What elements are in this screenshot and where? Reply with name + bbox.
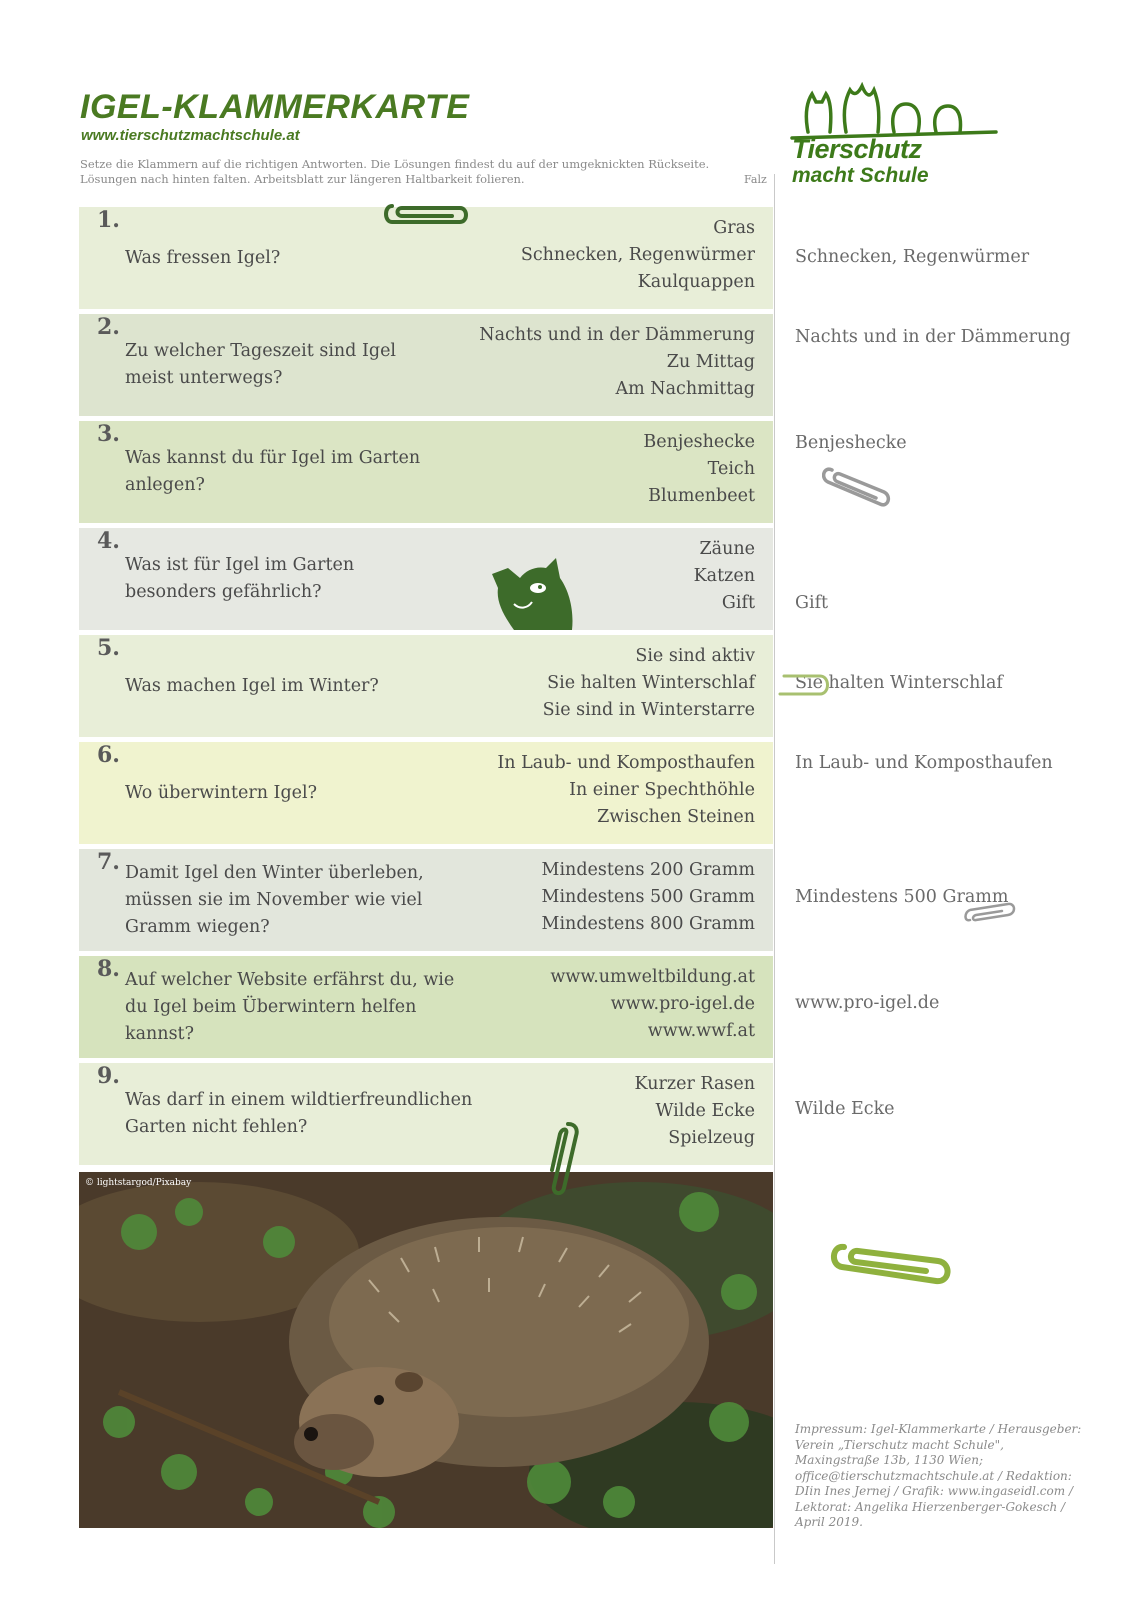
solution-9: Wilde Ecke bbox=[795, 1099, 895, 1119]
answer-option[interactable]: Benjeshecke bbox=[643, 432, 755, 452]
logo-text-line1: Tierschutz bbox=[792, 134, 922, 164]
question-list bbox=[79, 207, 773, 1170]
answer-options bbox=[542, 857, 755, 938]
answer-options bbox=[694, 536, 755, 617]
answer-option[interactable]: Gras bbox=[713, 218, 755, 238]
cat-silhouette-icon bbox=[484, 554, 574, 630]
paperclip-icon bbox=[822, 462, 892, 510]
answer-option[interactable]: Sie sind in Winterstarre bbox=[542, 700, 755, 720]
solution-5: Sie halten Winterschlaf bbox=[795, 673, 1003, 693]
question-number: 5. bbox=[97, 635, 120, 661]
answer-option[interactable]: Kurzer Rasen bbox=[634, 1074, 755, 1094]
answer-options bbox=[635, 1071, 755, 1152]
solution-4: Gift bbox=[795, 593, 829, 613]
photo-credit: © lightstargod/Pixabay bbox=[85, 1178, 192, 1188]
fold-line bbox=[774, 174, 775, 1564]
question-text: Damit Igel den Winter überleben, müssen sie im November wie viel Gramm wiegen? bbox=[125, 862, 424, 937]
answer-options bbox=[543, 643, 755, 724]
question bbox=[97, 528, 445, 630]
question bbox=[97, 742, 505, 844]
question bbox=[97, 314, 445, 416]
question-row-2 bbox=[79, 314, 773, 416]
paperclip-icon bbox=[548, 1118, 584, 1198]
question-text: Was darf in einem wildtierfreundlichen Garten nicht fehlen? bbox=[125, 1090, 473, 1137]
answer-option[interactable]: Zu Mittag bbox=[666, 352, 755, 372]
question-number: 3. bbox=[97, 421, 120, 447]
answer-option[interactable]: www.umweltbildung.at bbox=[550, 967, 755, 987]
answer-option[interactable]: Sie sind aktiv bbox=[635, 646, 755, 666]
answer-options bbox=[550, 964, 755, 1045]
answer-option[interactable]: Katzen bbox=[693, 566, 755, 586]
question-row-9 bbox=[79, 1063, 773, 1165]
question-text: Auf welcher Website erfährst du, wie du Igel beim Überwintern helfen kannst? bbox=[125, 969, 455, 1044]
question bbox=[97, 956, 470, 1058]
answer-option[interactable]: Nachts und in der Dämmerung bbox=[479, 325, 755, 345]
paperclip-icon bbox=[962, 900, 1018, 930]
question-row-6 bbox=[79, 742, 773, 844]
solution-2: Nachts und in der Dämmerung bbox=[795, 327, 1071, 347]
logo-text-line2: macht Schule bbox=[792, 164, 929, 187]
question bbox=[97, 1063, 530, 1165]
question-row-5 bbox=[79, 635, 773, 737]
impressum: Impressum: Igel-Klammerkarte / Herausgeber: Verein „Tierschutz macht Schule", Maxingstraße 13b, 1130 Wien; office@tierschutzmachtschule.at / Redaktion: DIin Ines Jernej / Grafik: www.ingaseidl.com / Lektorat: Angelika Hierzenberger-Gokesch / April 2019. bbox=[795, 1422, 1082, 1529]
answer-option[interactable]: Mindestens 200 Gramm bbox=[541, 860, 755, 880]
answer-option[interactable]: Wilde Ecke bbox=[655, 1101, 755, 1121]
question-text: Zu welcher Tageszeit sind Igel meist unterwegs? bbox=[125, 341, 397, 388]
question-number: 2. bbox=[97, 314, 120, 340]
question-number: 8. bbox=[97, 956, 120, 982]
question bbox=[97, 849, 475, 951]
animal-silhouettes-icon bbox=[790, 82, 1000, 142]
hedgehog-image bbox=[79, 1172, 773, 1528]
answer-options bbox=[479, 322, 755, 403]
paperclip-icon bbox=[830, 1235, 954, 1291]
hedgehog-photo bbox=[79, 1172, 773, 1528]
question-number: 1. bbox=[97, 207, 120, 233]
website-url: www.tierschutzmachtschule.at bbox=[81, 127, 300, 144]
answer-option[interactable]: www.wwf.at bbox=[647, 1021, 755, 1041]
question-row-7 bbox=[79, 849, 773, 951]
instructions-text: Setze die Klammern auf die richtigen Antworten. Die Lösungen findest du auf der umgeknickten Rückseite. Lösungen nach hinten falten. Arbeitsblatt zur längeren Haltbarkeit folieren. bbox=[80, 157, 710, 186]
question-text: Was ist für Igel im Garten besonders gefährlich? bbox=[125, 555, 355, 602]
answer-options bbox=[643, 429, 755, 510]
question-text: Wo überwintern Igel? bbox=[125, 782, 317, 803]
question-number: 6. bbox=[97, 742, 120, 768]
fold-label: Falz bbox=[744, 173, 767, 186]
paperclip-icon bbox=[774, 670, 834, 700]
question bbox=[97, 635, 505, 737]
question-number: 9. bbox=[97, 1063, 120, 1089]
answer-option[interactable]: In Laub- und Komposthaufen bbox=[497, 753, 755, 773]
question-text: Was machen Igel im Winter? bbox=[125, 675, 379, 696]
question-text: Was fressen Igel? bbox=[125, 247, 281, 268]
answer-option[interactable]: Spielzeug bbox=[668, 1128, 755, 1148]
question-row-3 bbox=[79, 421, 773, 523]
logo bbox=[790, 82, 1000, 192]
question bbox=[97, 421, 505, 523]
question-row-4 bbox=[79, 528, 773, 630]
answer-option[interactable]: www.pro-igel.de bbox=[610, 994, 755, 1014]
answer-option[interactable]: Am Nachmittag bbox=[615, 379, 755, 399]
solution-8: www.pro-igel.de bbox=[795, 993, 940, 1013]
answer-option[interactable]: Mindestens 500 Gramm bbox=[541, 887, 755, 907]
page-title: IGEL-KLAMMERKARTE bbox=[80, 88, 470, 126]
answer-option[interactable]: Blumenbeet bbox=[648, 486, 755, 506]
paperclip-icon bbox=[382, 196, 472, 232]
question-text: Was kannst du für Igel im Garten anlegen? bbox=[125, 448, 421, 495]
question-number: 7. bbox=[97, 849, 120, 875]
answer-options bbox=[497, 750, 755, 831]
answer-option[interactable]: Sie halten Winterschlaf bbox=[547, 673, 755, 693]
solution-3: Benjeshecke bbox=[795, 433, 907, 453]
answer-option[interactable]: Teich bbox=[707, 459, 755, 479]
solution-1: Schnecken, Regenwürmer bbox=[795, 247, 1030, 267]
answer-options bbox=[521, 215, 755, 296]
answer-option[interactable]: Kaulquappen bbox=[637, 272, 755, 292]
answer-option[interactable]: In einer Spechthöhle bbox=[569, 780, 755, 800]
question-number: 4. bbox=[97, 528, 120, 554]
answer-option[interactable]: Mindestens 800 Gramm bbox=[541, 914, 755, 934]
solution-7: Mindestens 500 Gramm bbox=[795, 887, 1009, 907]
answer-option[interactable]: Gift bbox=[721, 593, 755, 613]
answer-option[interactable]: Schnecken, Regenwürmer bbox=[520, 245, 755, 265]
answer-option[interactable]: Zwischen Steinen bbox=[597, 807, 755, 827]
solution-6: In Laub- und Komposthaufen bbox=[795, 753, 1053, 773]
question-row-8 bbox=[79, 956, 773, 1058]
answer-option[interactable]: Zäune bbox=[699, 539, 755, 559]
